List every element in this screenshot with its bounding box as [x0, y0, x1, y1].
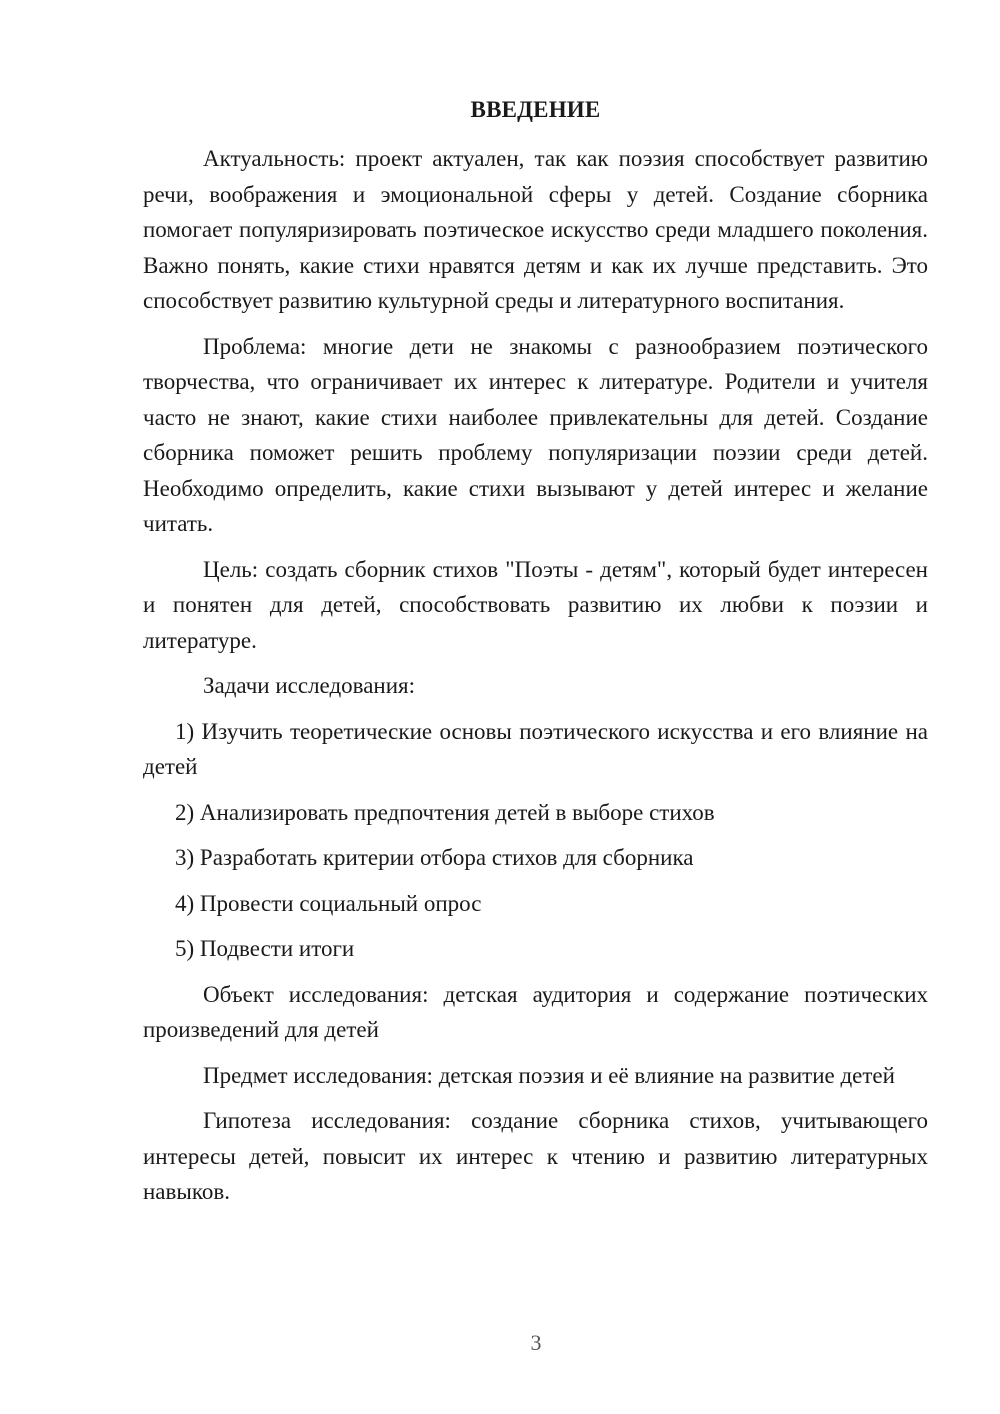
task-item: 3) Разработать критерии отбора стихов для сборника: [175, 845, 694, 870]
hypothesis-paragraph: Гипотеза исследования: создание сборника стихов, учитывающего интересы детей, повысит их интерес к чтению и развитию литературных навыков.: [143, 1108, 928, 1204]
relevance-paragraph: Актуальность: проект актуален, так как поэзия способствует развитию речи, воображения и эмоциональной сферы у детей. Создание сборника помогает популяризировать поэтическое искусство среди младшего поколения. Важно понять, какие стихи нравятся детям и как их лучше представить. Это способствует развитию культурной среды и литературного воспитания.: [143, 146, 928, 313]
page-content: [143, 92, 928, 1210]
task-item: 4) Провести социальный опрос: [175, 890, 482, 916]
object-paragraph: Объект исследования: детская аудитория и содержание поэтических произведений для детей: [143, 981, 928, 1042]
task-item: 1) Изучить теоретические основы поэтического искусства и его влияние на детей: [143, 718, 928, 779]
task-item: 5) Подвести итоги: [175, 936, 355, 961]
page-number: 3: [530, 1330, 542, 1355]
tasks-heading: Задачи исследования:: [203, 673, 416, 698]
task-item: 2) Анализировать предпочтения детей в выборе стихов: [175, 799, 715, 825]
subject-paragraph: Предмет исследования: детская поэзия и её влияние на развитие детей: [203, 1062, 895, 1088]
problem-paragraph: Проблема: многие дети не знакомы с разнообразием поэтического творчества, что ограничивает их интерес к литературе. Родители и учителя часто не знают, какие стихи наиболее привлекательны для детей. Создание сборника поможет решить проблему популяризации поэзии среди детей. Необходимо определить, какие стихи вызывают у детей интерес и желание читать.: [143, 333, 928, 536]
page-title: ВВЕДЕНИЕ: [470, 97, 601, 122]
goal-paragraph: Цель: создать сборник стихов "Поэты - детям", который будет интересен и понятен для детей, способствовать развитию их любви к поэзии и литературе.: [143, 556, 928, 653]
